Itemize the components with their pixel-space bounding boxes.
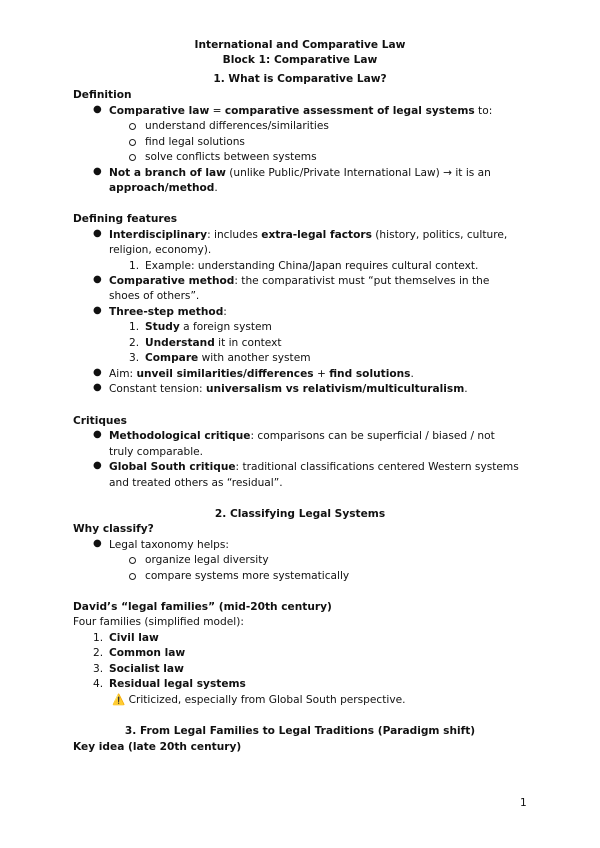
definition-item-2: Not a branch of law (unlike Public/Private International Law) → it is an	[109, 167, 491, 179]
family-item: Civil law	[109, 632, 159, 644]
david-heading: David’s “legal families” (mid-20th century)	[73, 601, 332, 613]
bullet-icon: ●	[93, 166, 102, 177]
list-number: 1.	[129, 260, 140, 272]
why-item: Legal taxonomy helps:	[109, 539, 229, 551]
warning-note: ⚠️ Criticized, especially from Global South perspective.	[112, 694, 406, 706]
family-item: Socialist law	[109, 663, 184, 675]
step-item: Study a foreign system	[145, 321, 272, 333]
feature-aim: Aim: unveil similarities/differences + find solutions.	[109, 368, 414, 380]
course-title: International and Comparative Law	[194, 39, 406, 51]
block-title: Block 1: Comparative Law	[222, 54, 378, 66]
definition-subitem: solve conflicts between systems	[145, 151, 317, 163]
list-number: 1.	[129, 321, 140, 333]
feature-interdisciplinary: Interdisciplinary: includes extra-legal factors (history, politics, culture,	[109, 229, 508, 241]
definition-item-2-cont: approach/method.	[109, 182, 218, 194]
bullet-icon: ●	[93, 538, 102, 549]
step-item: Understand it in context	[145, 337, 282, 349]
why-subitem: organize legal diversity	[145, 554, 269, 566]
definition-subitem: find legal solutions	[145, 136, 245, 148]
feature-example: Example: understanding China/Japan requires cultural context.	[145, 260, 479, 272]
bullet-icon: ●	[93, 429, 102, 440]
features-heading: Defining features	[73, 213, 178, 225]
list-number: 2.	[93, 647, 104, 659]
critique-global-south: Global South critique: traditional classifications centered Western systems	[109, 461, 519, 473]
family-item: Common law	[109, 647, 186, 659]
definition-heading: Definition	[73, 89, 132, 101]
section-2-title: 2. Classifying Legal Systems	[214, 508, 386, 520]
hollow-bullet-icon	[129, 557, 136, 564]
why-subitem: compare systems more systematically	[145, 570, 350, 582]
warning-icon: ⚠️	[112, 694, 126, 706]
feature-tension: Constant tension: universalism vs relativism/multiculturalism.	[109, 383, 468, 395]
critique-global-south-cont: and treated others as “residual”.	[109, 477, 283, 489]
key-idea-heading: Key idea (late 20th century)	[73, 741, 242, 753]
bullet-icon: ●	[93, 305, 102, 316]
list-number: 2.	[129, 337, 140, 349]
hollow-bullet-icon	[129, 154, 136, 161]
hollow-bullet-icon	[129, 139, 136, 146]
feature-comparative-method-cont: shoes of others”.	[109, 290, 200, 302]
family-item: Residual legal systems	[109, 678, 246, 690]
families-intro: Four families (simplified model):	[73, 616, 244, 628]
feature-comparative-method: Comparative method: the comparativist must “put themselves in the	[109, 275, 490, 287]
list-number: 3.	[93, 663, 104, 675]
critique-methodological: Methodological critique: comparisons can be superficial / biased / not	[109, 430, 495, 442]
definition-subitem: understand differences/similarities	[145, 120, 329, 132]
list-number: 4.	[93, 678, 104, 690]
section-3-title: 3. From Legal Families to Legal Traditions (Paradigm shift)	[124, 725, 476, 737]
bullet-icon: ●	[93, 367, 102, 378]
critique-methodological-cont: truly comparable.	[109, 446, 204, 458]
bullet-icon: ●	[93, 228, 102, 239]
bullet-icon: ●	[93, 460, 102, 471]
list-number: 1.	[93, 632, 104, 644]
hollow-bullet-icon	[129, 573, 136, 580]
why-heading: Why classify?	[73, 523, 154, 535]
bullet-icon: ●	[93, 382, 102, 393]
page-number: 1	[520, 797, 527, 809]
list-number: 3.	[129, 352, 140, 364]
step-item: Compare with another system	[145, 352, 311, 364]
critiques-heading: Critiques	[73, 415, 127, 427]
bullet-icon: ●	[93, 274, 102, 285]
feature-interdisciplinary-cont: religion, economy).	[109, 244, 212, 256]
hollow-bullet-icon	[129, 123, 136, 130]
definition-item-1: Comparative law = comparative assessment of legal systems to:	[109, 105, 493, 117]
bullet-icon: ●	[93, 104, 102, 115]
feature-three-step: Three-step method:	[109, 306, 227, 318]
section-1-title: 1. What is Comparative Law?	[213, 73, 387, 85]
